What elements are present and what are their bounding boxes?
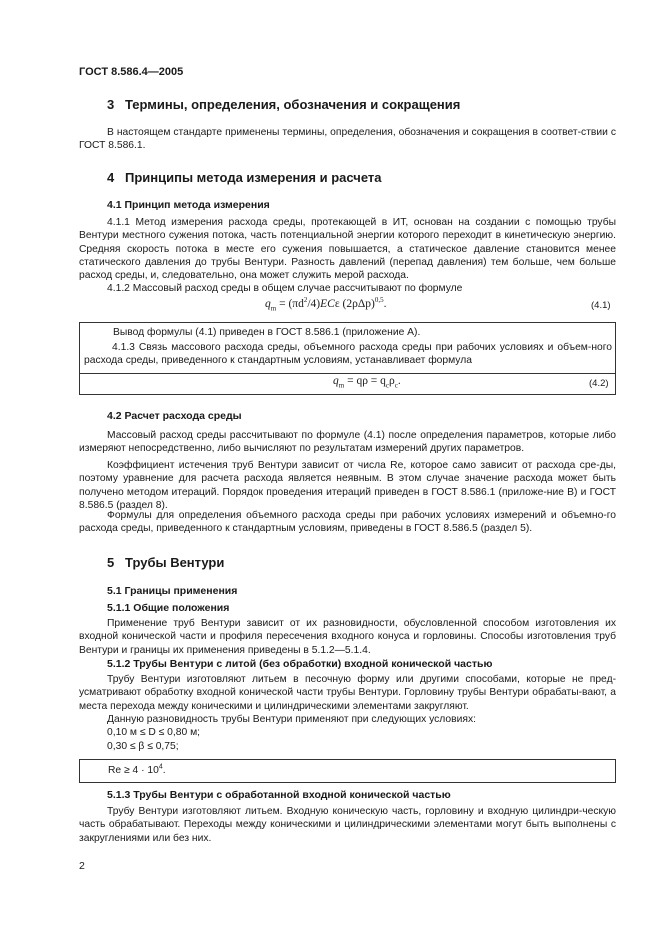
formula-4-2-eq: = qρ = q <box>347 375 386 387</box>
paragraph-4-2-b: Коэффициент истечения труб Вентури зависит от числа Re, которое само зависит от расхода сре-ды, поэтому уравнение для расчета расхода является неявным. В этом случае значение расхода может быть получено методом итераций. Порядок проведения итераций приведен в ГОСТ 8.586.1 (приложе-ние В) и ГОСТ 8.586.5 (раздел 8). <box>79 460 616 511</box>
formula-4-1-rhs-mid: /4) <box>307 298 321 310</box>
condition-box-re <box>79 759 616 783</box>
section-4-title: Принципы метода измерения и расчета <box>125 170 382 185</box>
formula-4-1-italic: EC <box>320 298 335 310</box>
formula-4-2-qsub: m <box>338 381 345 390</box>
section-3-paragraph: В настоящем стандарте применены термины, определения, обозначения и сокращения в соответ-ствии с ГОСТ 8.586.1. <box>79 127 616 152</box>
document-code-header: ГОСТ 8.586.4—2005 <box>79 66 184 78</box>
formula-4-1 <box>265 296 387 313</box>
formula-4-1-lhs-sub: m <box>270 304 277 313</box>
formula-box-4-2 <box>79 373 616 395</box>
formula-4-2-rho: ρ <box>389 375 395 387</box>
formula-4-1-lhs: q <box>265 298 271 310</box>
box-derivation-line: Вывод формулы (4.1) приведен в ГОСТ 8.586.1 (приложение А). <box>113 327 421 338</box>
formula-4-1-power: 0,5 <box>374 296 384 305</box>
formula-4-2-dot: . <box>397 375 401 387</box>
equation-number-4-2: (4.2) <box>589 378 609 389</box>
section-5-heading <box>107 555 224 570</box>
subsection-4-1-heading: 4.1 Принцип метода измерения <box>107 199 270 211</box>
condition-reynolds-dot: . <box>162 765 166 776</box>
condition-reynolds <box>108 765 166 776</box>
subsection-5-1-1-heading: 5.1.1 Общие положения <box>107 602 230 614</box>
paragraph-4-1-2: 4.1.2 Массовый расход среды в общем случае рассчитывают по формуле <box>107 283 463 294</box>
formula-4-2-q: q <box>333 375 339 387</box>
condition-diameter: 0,10 м ≤ D ≤ 0,80 м; <box>107 727 201 738</box>
page-number: 2 <box>79 860 85 872</box>
paragraph-4-1-1: 4.1.1 Метод измерения расхода среды, протекающей в ИТ, основан на создании с помощью трубы Вентури местного сужения потока, часть потенциальной энергии которого переходит в кинетическую энергию. Средняя скорость потока в месте его сужения повышается, а статическое давление становится менее статического давления до трубы Вентури. Разность давлений (перепад давления) тем больше, чем больше расход среды, и, следовательно, она может служить мерой расхода. <box>79 217 616 282</box>
condition-reynolds-base: Re ≥ 4 · 10 <box>108 765 159 776</box>
subsection-5-1-2-heading: 5.1.2 Трубы Вентури с литой (без обработки) входной конической частью <box>107 658 493 670</box>
paragraph-4-2-c: Формулы для определения объемного расхода среды при рабочих условиях измерений и объемно-го расхода среды, приведенного к стандартным условиям, приведены в ГОСТ 8.586.5 (раздел 5). <box>79 510 616 535</box>
section-3-heading <box>107 97 460 112</box>
section-4-heading <box>107 170 381 185</box>
section-5-number: 5 <box>107 555 115 570</box>
subsection-5-1-heading: 5.1 Границы применения <box>107 585 238 597</box>
condition-reynolds-exp: 4 <box>158 763 163 771</box>
formula-4-2-csub2: c <box>394 381 398 390</box>
formula-4-2-csub: c <box>385 381 390 390</box>
section-3-number: 3 <box>107 97 115 112</box>
formula-4-1-sup: 2 <box>303 296 308 305</box>
formula-4-1-dot: . <box>383 298 387 310</box>
paragraph-5-1-2-b: Данную разновидность трубы Вентури применяют при следующих условиях: <box>107 714 476 725</box>
equation-number-4-1: (4.1) <box>591 300 611 311</box>
formula-4-1-rhs-open: = (πd <box>279 298 304 310</box>
condition-beta: 0,30 ≤ β ≤ 0,75; <box>107 741 179 752</box>
subsection-5-1-3-heading: 5.1.3 Трубы Вентури с обработанной входной конической частью <box>107 789 451 801</box>
paragraph-5-1-1: Применение труб Вентури зависит от их разновидности, обусловленной способом изготовления их входной конической части и профиля пересечения входного конуса и горловины. Способы изготовления труб Вентури и границы их применения приведены в 5.1.2—5.1.4. <box>79 618 616 656</box>
section-4-number: 4 <box>107 170 115 185</box>
formula-4-2 <box>333 375 401 390</box>
paragraph-4-1-3: 4.1.3 Связь массового расхода среды, объемного расхода среды при рабочих условиях и объем-ного расхода среды, приведенного к стандартным условиям, устанавливает формула <box>84 342 612 367</box>
note-box-4-1-3 <box>79 322 616 374</box>
section-5-title: Трубы Вентури <box>125 555 225 570</box>
subsection-4-2-heading: 4.2 Расчет расхода среды <box>107 410 242 422</box>
paragraph-4-2-a: Массовый расход среды рассчитывают по формуле (4.1) после определения параметров, которые либо измеряют непосредственно, либо вычисляют по результатам измерений других параметров. <box>79 430 616 455</box>
paragraph-5-1-2-a: Трубу Вентури изготовляют литьем в песочную форму или другими способами, которые не пред-усматривают обработку входной конической части трубы Вентури. Горловину трубы Вентури обрабаты-вают, а места перехода между коническими и цилиндрическими элементами закругляют. <box>79 674 616 712</box>
section-3-title: Термины, определения, обозначения и сокращения <box>125 97 461 112</box>
formula-4-1-rhs-end: ε (2ρΔp) <box>334 298 375 310</box>
paragraph-5-1-3: Трубу Вентури изготовляют литьем. Входную коническую часть, горловину и входную цилиндри-ческую часть обрабатывают. Переходы между коническими и цилиндрическими элементами могут быть выполнены с закруглениями или без них. <box>79 806 616 844</box>
